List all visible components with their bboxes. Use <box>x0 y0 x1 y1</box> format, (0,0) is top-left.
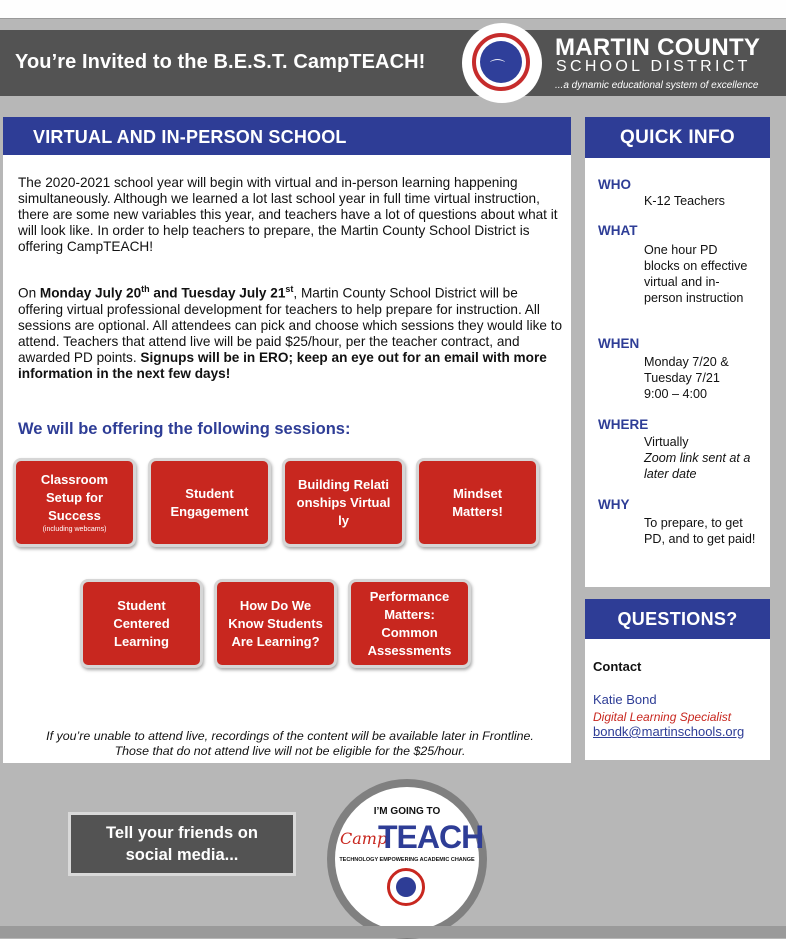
when-value-2: Tuesday 7/21 <box>644 371 720 385</box>
contact-name: Katie Bond <box>593 692 657 707</box>
quick-info-header <box>585 117 770 158</box>
lamp-icon: ⌒ <box>490 59 506 76</box>
session-label: Mindset Matters! <box>452 485 503 519</box>
session-label: Student Engagement <box>170 485 249 519</box>
p2-sup2: st <box>285 284 294 294</box>
p2-sup1: th <box>141 284 150 294</box>
what-value: One hour PD blocks on effective virtual and in-person instruction <box>644 243 748 305</box>
session-student-centered[interactable] <box>80 579 203 668</box>
main-panel-header <box>3 117 571 155</box>
quick-info-heading: QUICK INFO <box>620 127 735 148</box>
where-value-1: Virtually <box>644 435 689 449</box>
when-value-1: Monday 7/20 & <box>644 355 729 369</box>
who-value: K-12 Teachers <box>644 194 725 208</box>
questions-heading: QUESTIONS? <box>617 609 738 629</box>
session-label: Student Centered Learning <box>113 597 170 649</box>
why-value: To prepare, to get PD, and to get paid! <box>644 516 756 546</box>
session-label: Classroom Setup for Success <box>40 472 109 523</box>
questions-header <box>585 599 770 639</box>
p2-signup-note: Signups will be in ERO; keep an eye out for an email with more information in the next few days! <box>18 349 547 381</box>
p2-dates-b: and Tuesday July 21 <box>149 285 286 301</box>
district-name-line2: SCHOOL DISTRICT <box>556 58 751 75</box>
session-how-do-we-know[interactable] <box>214 579 337 668</box>
session-building-relationships[interactable] <box>282 458 405 547</box>
contact-title: Digital Learning Specialist <box>593 710 732 724</box>
sessions-heading: We will be offering the following sessions: <box>18 420 351 438</box>
share-social-button[interactable] <box>68 812 296 876</box>
invite-title: You’re Invited to the B.E.S.T. CampTEACH! <box>15 51 426 73</box>
who-label: WHO <box>598 177 631 192</box>
when-label: WHEN <box>598 336 640 351</box>
what-label: WHAT <box>598 223 638 238</box>
bottom-edge <box>0 926 786 938</box>
share-social-label: Tell your friends on social media... <box>106 824 258 864</box>
recording-note: If you’re unable to attend live, recordings of the content will be available later in Frontline. Those that do not attend live will not be eligible for the $25/hour. <box>46 729 534 758</box>
badge-going-text: I’M GOING TO <box>373 806 441 817</box>
contact-email-link[interactable]: bondk@martinschools.org <box>593 724 745 739</box>
badge-teach-text: TEACH <box>378 819 484 855</box>
badge-tagline: TECHNOLOGY EMPOWERING ACADEMIC CHANGE <box>339 857 475 863</box>
session-mindset-matters[interactable] <box>416 458 539 547</box>
dates-paragraph <box>18 281 563 382</box>
session-label: Building Relationships Virtually <box>296 476 391 528</box>
district-seal-logo <box>462 23 542 103</box>
where-value-2: Zoom link sent at a later date <box>644 451 751 481</box>
district-tagline: ...a dynamic educational system of excellence <box>555 80 759 91</box>
district-name-line1: MARTIN COUNTY <box>555 34 761 61</box>
where-label: WHERE <box>598 417 649 432</box>
p2-body: , Martin County School District will be offering virtual professional development for teachers to help prepare for instruction. All sessions are optional. All attendees can pick and choose which sessions they would like to attend. Teachers that attend live will be paid $25/hour, per the teacher contract, and awarded PD points. <box>18 285 563 365</box>
why-label: WHY <box>598 497 630 512</box>
badge-seal-center <box>396 877 416 897</box>
session-student-engagement[interactable] <box>148 458 271 547</box>
p2-dates-a: Monday July 20 <box>39 285 142 301</box>
session-classroom-setup[interactable] <box>13 458 136 547</box>
session-sublabel: (including webcams) <box>42 526 107 533</box>
session-performance-matters[interactable] <box>348 579 471 668</box>
session-label: Performance Matters: Common Assessments <box>367 588 452 658</box>
main-heading: VIRTUAL AND IN-PERSON SCHOOL <box>33 127 347 147</box>
badge-seal-icon <box>387 868 425 906</box>
contact-label: Contact <box>593 659 642 674</box>
p2-on: On <box>18 285 40 301</box>
intro-paragraph: The 2020-2021 school year will begin with virtual and in-person learning happening simultaneously. Although we learned a lot last school year in full time virtual instruction, there are some new variables this year, and teachers have a lot of questions about what it will look like. In order to help teachers to prepare, the Martin County School District is offering CampTEACH! <box>18 175 558 254</box>
when-value-3: 9:00 – 4:00 <box>644 387 708 401</box>
session-label: How Do We Know Students Are Learning? <box>228 597 323 649</box>
badge-camp-text: Camp <box>340 829 388 848</box>
